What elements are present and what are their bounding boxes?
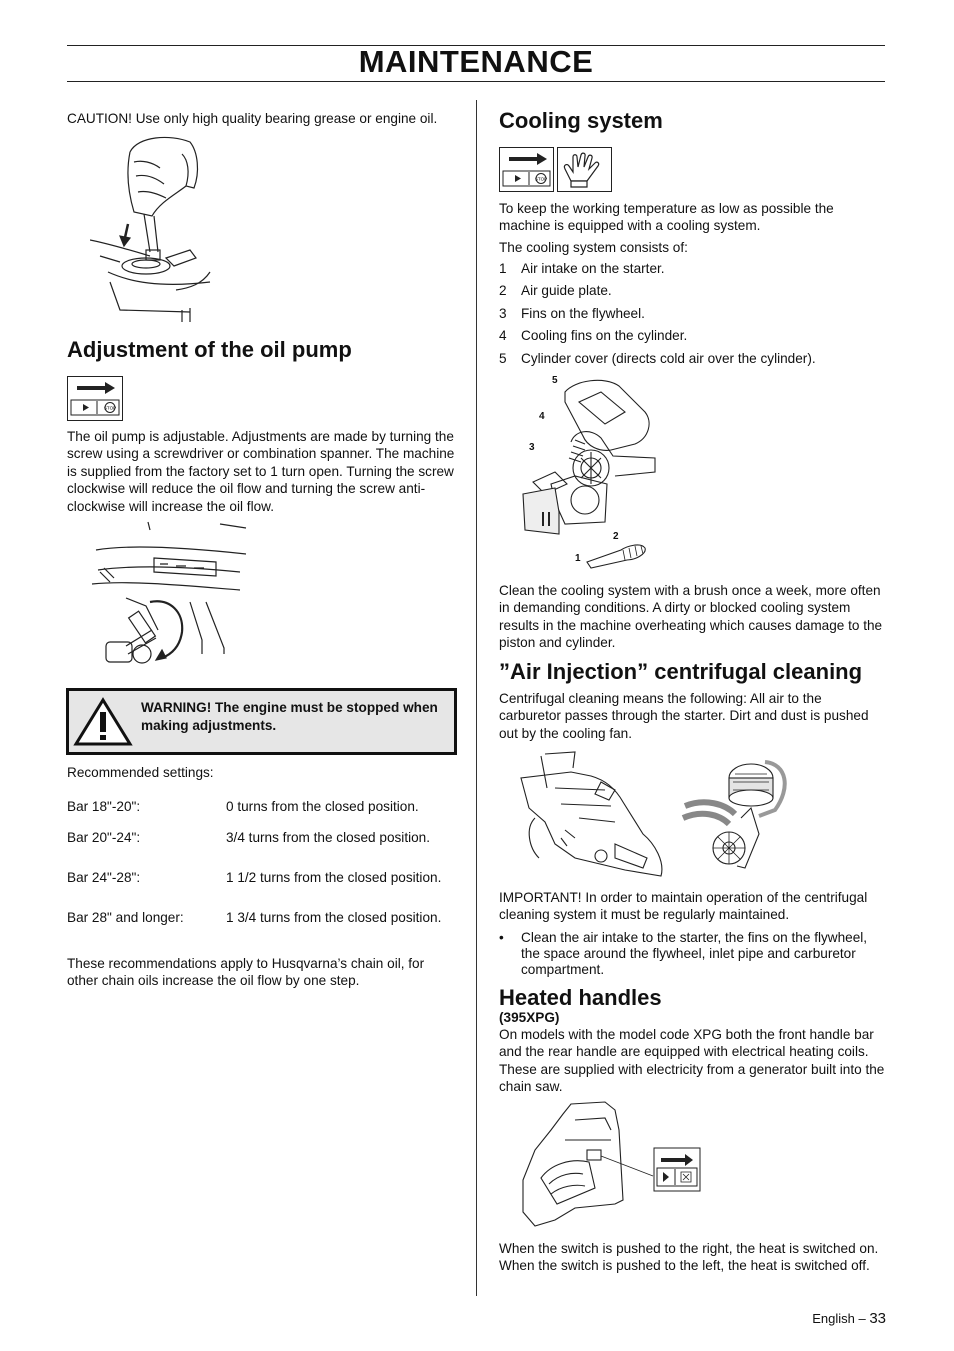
page-title: MAINTENANCE — [358, 44, 594, 79]
caution-text: CAUTION! Use only high quality bearing grease or engine oil. — [67, 111, 438, 126]
figure-label-5: 5 — [552, 375, 558, 386]
table-row — [67, 818, 454, 858]
switch-paragraph: When the switch is pushed to the right, the heat is switched on. When the switch is pushed to the left, the heat is switched off. — [499, 1241, 879, 1274]
figure-label-4: 4 — [539, 411, 545, 422]
item-text: Cylinder cover (directs cold air over the cylinder). — [521, 350, 816, 366]
setting-bar: Bar 28" and longer: — [67, 910, 184, 926]
warning-box — [66, 688, 457, 755]
heated-handles-heading: Heated handles — [499, 985, 662, 1010]
item-text: Cooling fins on the cylinder. — [521, 328, 688, 344]
item-number: 4 — [499, 328, 507, 344]
oil-pump-paragraph: The oil pump is adjustable. Adjustments are made by turning the screw using a screwdriver or combination spanner. The machine is supplied from the factory set to 1 turn open. Turning the screw clockwise will reduce the oil flow and turning the screw anti-clockwise will increase the oil flow. — [67, 429, 455, 514]
item-text: Air intake on the starter. — [521, 261, 665, 276]
cooling-system-illustration — [515, 372, 660, 572]
setting-value: 1 3/4 turns from the closed position. — [226, 910, 442, 926]
list-item — [499, 260, 816, 282]
list-item — [499, 327, 816, 349]
page-number: 33 — [869, 1310, 886, 1327]
oil-pump-heading: Adjustment of the oil pump — [67, 337, 352, 362]
list-item — [499, 305, 816, 327]
item-text: Air guide plate. — [521, 283, 612, 299]
settings-table — [67, 796, 454, 938]
figure-label-1: 1 — [575, 553, 581, 564]
model-code: (395XPG) — [499, 1010, 560, 1025]
svg-text:STOP: STOP — [103, 405, 117, 411]
bullet-dot: • — [499, 930, 504, 945]
item-number: 2 — [499, 283, 507, 299]
warning-triangle-icon — [73, 697, 133, 747]
setting-bar: Bar 20"-24": — [67, 830, 141, 846]
chain-oil-note: These recommendations apply to Husqvarna’s chain oil, for other chain oils increase the oil flow by one step. — [67, 956, 425, 989]
cooling-parts-list — [499, 260, 816, 372]
header-rule-bottom — [67, 81, 885, 82]
tool-symbol-icon — [67, 376, 123, 421]
setting-value: 0 turns from the closed position. — [226, 799, 419, 815]
grease-gun-illustration — [90, 132, 225, 322]
air-injection-heading: ”Air Injection” centrifugal cleaning — [499, 659, 863, 684]
cooling-clean-paragraph: Clean the cooling system with a brush once a week, more often in demanding conditions. A dirty or blocked cooling system results in the machine overheating which causes damage to the piston and cylinder. — [499, 583, 883, 651]
item-text: Fins on the flywheel. — [521, 305, 645, 321]
svg-text:STOP: STOP — [534, 176, 548, 182]
centrifugal-cleaning-illustration — [515, 748, 795, 883]
list-item — [499, 350, 816, 372]
figure-label-3: 3 — [529, 442, 535, 453]
setting-value: 1 1/2 turns from the closed position. — [226, 870, 442, 886]
figure-label-2: 2 — [613, 531, 619, 542]
air-injection-paragraph: Centrifugal cleaning means the following: All air to the carburetor passes through the starter. Dirt and dust is pushed out by the cooling fan. — [499, 691, 869, 741]
setting-bar: Bar 24"-28": — [67, 870, 141, 886]
cooling-consists: The cooling system consists of: — [499, 240, 688, 255]
page-footer — [812, 1310, 886, 1327]
item-number: 3 — [499, 305, 507, 321]
cooling-system-heading: Cooling system — [499, 108, 663, 133]
table-row — [67, 858, 454, 898]
oil-pump-adjustment-illustration — [90, 520, 250, 670]
tool-symbol-icon — [499, 147, 554, 192]
column-divider — [476, 100, 477, 1296]
list-item — [499, 282, 816, 304]
item-number: 5 — [499, 350, 507, 366]
table-row — [67, 898, 454, 938]
item-number: 1 — [499, 261, 507, 276]
bullet-text: Clean the air intake to the starter, the fins on the flywheel, the space around the flywheel, inlet pipe and carburetor compartment. — [521, 930, 868, 978]
footer-dash: – — [858, 1311, 866, 1326]
warning-text: WARNING! The engine must be stopped when making adjustments. — [141, 700, 438, 733]
setting-value: 3/4 turns from the closed position. — [226, 830, 431, 846]
heated-handle-switch-illustration — [515, 1100, 705, 1230]
important-paragraph: IMPORTANT! In order to maintain operation of the centrifugal cleaning system it must be regularly maintained. — [499, 890, 868, 923]
recommended-settings-label: Recommended settings: — [67, 765, 214, 780]
gloves-icon — [557, 147, 612, 192]
table-row — [67, 796, 454, 818]
heated-handles-paragraph: On models with the model code XPG both the front handle bar and the rear handle are equipped with electrical heating coils. These are supplied with electricity from a generator built into the chain saw. — [499, 1027, 885, 1095]
cooling-intro: To keep the working temperature as low as possible the machine is equipped with a cooling system. — [499, 201, 834, 234]
setting-bar: Bar 18"-20": — [67, 799, 141, 815]
footer-language: English — [812, 1311, 855, 1326]
